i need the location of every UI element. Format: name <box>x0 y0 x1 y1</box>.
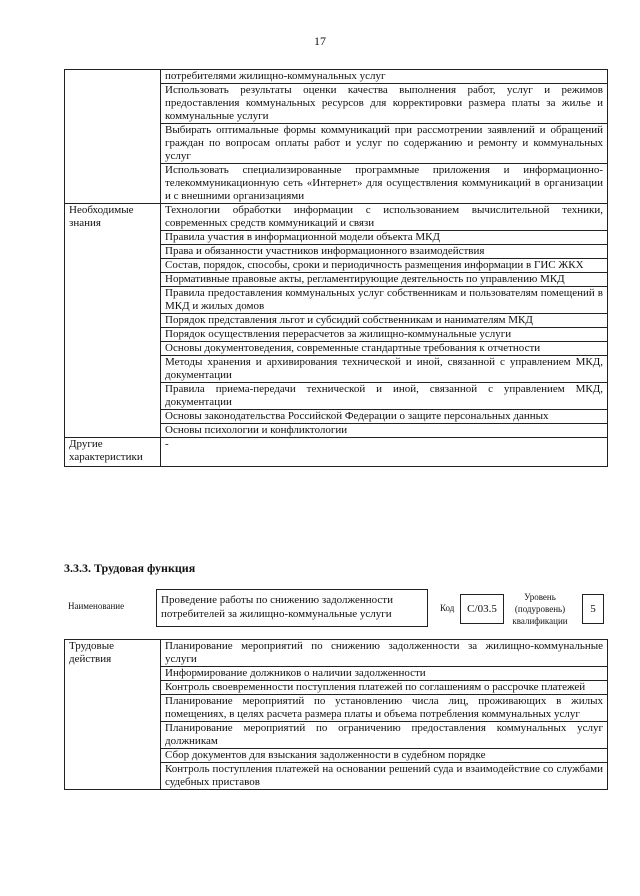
knowledge-item: Правила приема-передачи технической и иной, связанной с управлением МКД, документации <box>161 383 608 410</box>
labor-action-item: Информирование должников о наличии задолженности <box>161 667 608 681</box>
knowledge-item: Порядок осуществления перерасчетов за жилищно-коммунальные услуги <box>161 328 608 342</box>
table-row <box>65 438 608 467</box>
skill-item: потребителями жилищно-коммунальных услуг <box>161 70 608 84</box>
labor-action-item: Планирование мероприятий по установлению числа лиц, проживающих в жилых помещениях, в целях расчета размера платы и объема потребления коммунальных услуг <box>161 695 608 722</box>
knowledge-item: Основы законодательства Российской Федерации о защите персональных данных <box>161 410 608 424</box>
knowledge-item: Нормативные правовые акты, регламентирующие деятельность по управлению МКД <box>161 273 608 287</box>
name-label: Наименование <box>68 601 125 611</box>
page-number: 17 <box>314 34 326 48</box>
knowledge-item: Методы хранения и архивирования технической и иной, связанной с управлением МКД, документации <box>161 356 608 383</box>
code-box: C/03.5 <box>460 594 504 624</box>
skills-knowledge-table <box>64 69 608 467</box>
empty-label-cell <box>65 70 161 204</box>
knowledge-item: Порядок представления льгот и субсидий собственникам и нанимателям МКД <box>161 314 608 328</box>
knowledge-item: Правила предоставления коммунальных услуг собственникам и пользователям помещений в МКД и жилых домов <box>161 287 608 314</box>
knowledge-item: Права и обязанности участников информационного взаимодействия <box>161 245 608 259</box>
level-box: 5 <box>582 594 604 624</box>
labor-action-item: Контроль своевременности поступления платежей по соглашениям о рассрочке платежей <box>161 681 608 695</box>
skill-item: Использовать специализированные программные приложения и информационно-телекоммуникационную сеть «Интернет» для осуществления коммуникаций в организации и с внешними организациями <box>161 164 608 204</box>
other-label: Другие характеристики <box>65 438 161 467</box>
table-row <box>65 70 608 84</box>
table-row <box>65 640 608 667</box>
labor-actions-label: Трудовые действия <box>65 640 161 790</box>
labor-actions-table <box>64 639 608 790</box>
knowledge-item: Состав, порядок, способы, сроки и периодичность размещения информации в ГИС ЖКХ <box>161 259 608 273</box>
labor-action-item: Планирование мероприятий по ограничению предоставления коммунальных услуг должникам <box>161 722 608 749</box>
labor-action-item: Планирование мероприятий по снижению задолженности за жилищно-коммунальные услуги <box>161 640 608 667</box>
knowledge-item: Технологии обработки информации с использованием вычислительной техники, современных средств коммуникаций и связи <box>161 204 608 231</box>
table-row <box>65 204 608 231</box>
knowledge-item: Основы документоведения, современные стандартные требования к отчетности <box>161 342 608 356</box>
skill-item: Использовать результаты оценки качества выполнения работ, услуг и режимов предоставления коммунальных ресурсов для корректировки размера платы за жилье и коммунальные услуги <box>161 84 608 124</box>
labor-action-item: Контроль поступления платежей на основании решений суда и взаимодействие со службами судебных приставов <box>161 763 608 790</box>
function-name-box: Проведение работы по снижению задолженности потребителей за жилищно-коммунальные услуги <box>156 589 428 627</box>
knowledge-label: Необходимые знания <box>65 204 161 438</box>
knowledge-item: Правила участия в информационной модели объекта МКД <box>161 231 608 245</box>
section-heading: 3.3.3. Трудовая функция <box>64 561 196 575</box>
level-label: Уровень (подуровень) квалификации <box>512 592 568 626</box>
knowledge-item: Основы психологии и конфликтологии <box>161 424 608 438</box>
labor-action-item: Сбор документов для взыскания задолженности в судебном порядке <box>161 749 608 763</box>
skill-item: Выбирать оптимальные формы коммуникаций при рассмотрении заявлений и обращений граждан по вопросам оплаты работ и услуг по содержанию и ремонту и коммунальных услуг <box>161 124 608 164</box>
code-label: Код <box>440 603 455 613</box>
other-value: - <box>161 438 608 467</box>
